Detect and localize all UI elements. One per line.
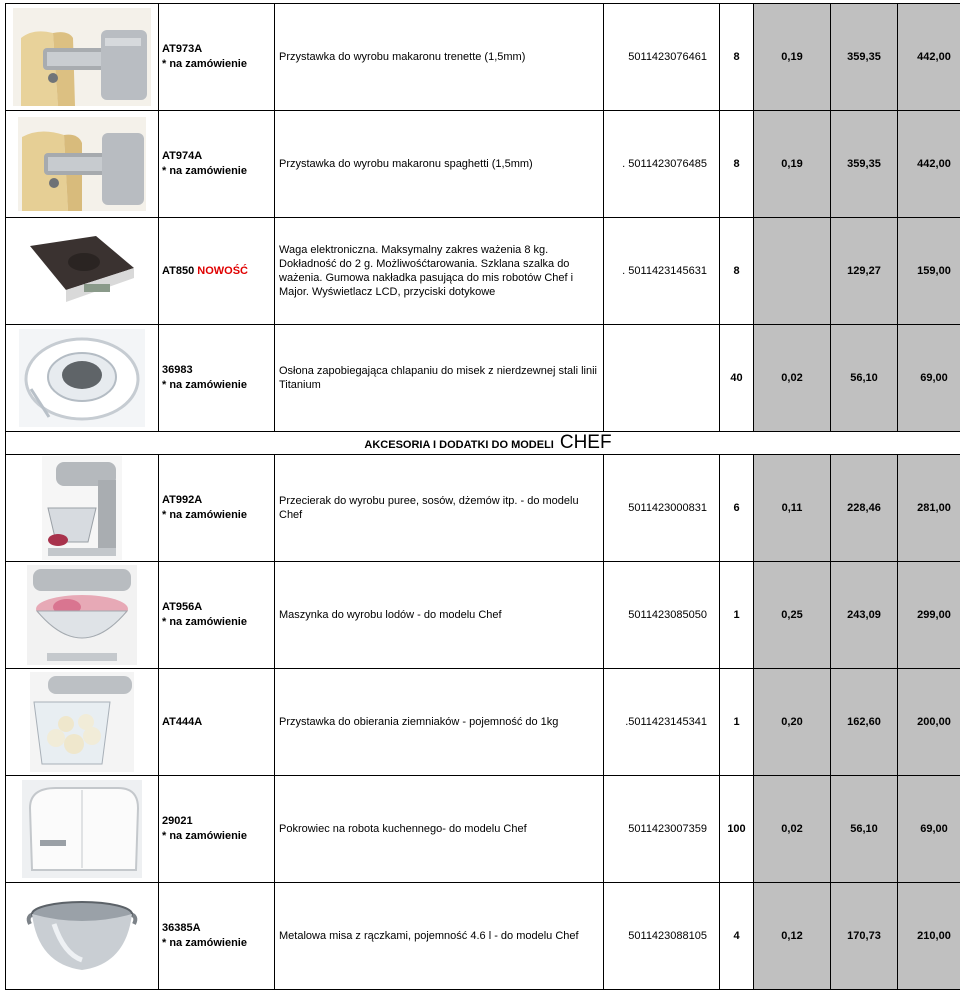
pack-quantity: 40 bbox=[720, 325, 754, 432]
gross-price: 69,00 bbox=[898, 776, 960, 883]
net-price: 243,09 bbox=[831, 562, 898, 669]
product-weight: 0,20 bbox=[754, 669, 831, 776]
product-ean: .5011423145341 bbox=[604, 669, 720, 776]
pasta-cutter-icon bbox=[18, 117, 146, 211]
section-model: CHEF bbox=[560, 432, 612, 453]
product-ean: 5011423088105 bbox=[604, 883, 720, 990]
pack-quantity: 1 bbox=[720, 669, 754, 776]
product-code: 29021 bbox=[162, 814, 274, 829]
table-row bbox=[6, 669, 960, 776]
product-weight: 0,25 bbox=[754, 562, 831, 669]
product-ean: 5011423007359 bbox=[604, 776, 720, 883]
sieve-attachment-icon bbox=[42, 456, 122, 560]
product-description: Metalowa misa z rączkami, pojemność 4.6 l - do modelu Chef bbox=[275, 883, 604, 990]
product-image-cell bbox=[6, 562, 159, 669]
product-code-cell bbox=[159, 325, 275, 432]
product-code-cell bbox=[159, 669, 275, 776]
pack-quantity: 100 bbox=[720, 776, 754, 883]
product-code-cell bbox=[159, 562, 275, 669]
product-ean: 5011423085050 bbox=[604, 562, 720, 669]
order-note: * na zamówienie bbox=[162, 164, 274, 179]
product-weight: 0,12 bbox=[754, 883, 831, 990]
gross-price: 210,00 bbox=[898, 883, 960, 990]
product-image-cell bbox=[6, 455, 159, 562]
product-image-cell bbox=[6, 669, 159, 776]
product-code: AT992A bbox=[162, 493, 274, 508]
pack-quantity: 8 bbox=[720, 218, 754, 325]
ice-cream-maker-icon bbox=[27, 565, 137, 665]
gross-price: 442,00 bbox=[898, 111, 960, 218]
gross-price: 69,00 bbox=[898, 325, 960, 432]
product-weight: 0,02 bbox=[754, 776, 831, 883]
section-header-row bbox=[6, 432, 960, 455]
order-note: * na zamówienie bbox=[162, 829, 274, 844]
product-weight: 0,02 bbox=[754, 325, 831, 432]
table-row bbox=[6, 111, 960, 218]
product-weight bbox=[754, 218, 831, 325]
product-description: Przecierak do wyrobu puree, sosów, dżemów itp. - do modelu Chef bbox=[275, 455, 604, 562]
product-code: 36385A bbox=[162, 921, 274, 936]
net-price: 162,60 bbox=[831, 669, 898, 776]
product-image-cell bbox=[6, 111, 159, 218]
order-note: * na zamówienie bbox=[162, 615, 274, 630]
new-badge: NOWOŚĆ bbox=[197, 265, 248, 277]
table-row bbox=[6, 218, 960, 325]
net-price: 56,10 bbox=[831, 776, 898, 883]
table-row bbox=[6, 776, 960, 883]
table-row bbox=[6, 562, 960, 669]
product-weight: 0,11 bbox=[754, 455, 831, 562]
product-description: Osłona zapobiegająca chlapaniu do misek z nierdzewnej stali linii Titanium bbox=[275, 325, 604, 432]
product-code: AT974A bbox=[162, 149, 274, 164]
product-table bbox=[5, 3, 960, 990]
table-row bbox=[6, 883, 960, 990]
table-row bbox=[6, 325, 960, 432]
gross-price: 281,00 bbox=[898, 455, 960, 562]
product-description: Waga elektroniczna. Maksymalny zakres ważenia 8 kg. Dokładność do 2 g. Możliwośćtarowania. Szklana szalka do ważenia. Gumowa nakładka pasująca do mis robotów Chef i Major. Wyświetlacz LCD, przyciski dotykowe bbox=[275, 218, 604, 325]
gross-price: 299,00 bbox=[898, 562, 960, 669]
product-ean bbox=[604, 325, 720, 432]
product-description: Przystawka do obierania ziemniaków - pojemność do 1kg bbox=[275, 669, 604, 776]
order-note: * na zamówienie bbox=[162, 378, 274, 393]
product-code: AT973A bbox=[162, 42, 274, 57]
product-ean: 5011423000831 bbox=[604, 455, 720, 562]
product-image-cell bbox=[6, 4, 159, 111]
product-weight: 0,19 bbox=[754, 111, 831, 218]
order-note: * na zamówienie bbox=[162, 936, 274, 951]
kitchen-scale-icon bbox=[26, 228, 138, 314]
product-image-cell bbox=[6, 883, 159, 990]
net-price: 359,35 bbox=[831, 4, 898, 111]
dust-cover-icon bbox=[22, 780, 142, 878]
product-weight: 0,19 bbox=[754, 4, 831, 111]
net-price: 170,73 bbox=[831, 883, 898, 990]
product-description: Przystawka do wyrobu makaronu spaghetti (1,5mm) bbox=[275, 111, 604, 218]
product-code: 36983 bbox=[162, 363, 274, 378]
net-price: 228,46 bbox=[831, 455, 898, 562]
product-description: Maszynka do wyrobu lodów - do modelu Chef bbox=[275, 562, 604, 669]
table-row bbox=[6, 4, 960, 111]
product-code-cell bbox=[159, 455, 275, 562]
product-image-cell bbox=[6, 325, 159, 432]
net-price: 359,35 bbox=[831, 111, 898, 218]
product-code-cell bbox=[159, 883, 275, 990]
gross-price: 159,00 bbox=[898, 218, 960, 325]
product-code-cell bbox=[159, 4, 275, 111]
pack-quantity: 4 bbox=[720, 883, 754, 990]
product-ean: . 5011423076485 bbox=[604, 111, 720, 218]
pack-quantity: 8 bbox=[720, 4, 754, 111]
section-header bbox=[6, 432, 960, 455]
pack-quantity: 8 bbox=[720, 111, 754, 218]
product-code-cell bbox=[159, 111, 275, 218]
potato-peeler-icon bbox=[30, 672, 134, 772]
product-description: Przystawka do wyrobu makaronu trenette (1,5mm) bbox=[275, 4, 604, 111]
product-code-cell bbox=[159, 218, 275, 325]
table-row bbox=[6, 455, 960, 562]
product-image-cell bbox=[6, 218, 159, 325]
order-note: * na zamówienie bbox=[162, 57, 274, 72]
splash-guard-icon bbox=[19, 329, 145, 427]
section-title: AKCESORIA I DODATKI DO MODELI bbox=[364, 439, 553, 451]
product-ean: 5011423076461 bbox=[604, 4, 720, 111]
gross-price: 200,00 bbox=[898, 669, 960, 776]
pack-quantity: 6 bbox=[720, 455, 754, 562]
pasta-roller-icon bbox=[13, 8, 151, 106]
product-image-cell bbox=[6, 776, 159, 883]
order-note: * na zamówienie bbox=[162, 508, 274, 523]
product-code: AT444A bbox=[162, 715, 274, 730]
product-code: AT956A bbox=[162, 600, 274, 615]
product-description: Pokrowiec na robota kuchennego- do modelu Chef bbox=[275, 776, 604, 883]
steel-bowl-icon bbox=[24, 894, 140, 978]
gross-price: 442,00 bbox=[898, 4, 960, 111]
net-price: 56,10 bbox=[831, 325, 898, 432]
product-ean: . 5011423145631 bbox=[604, 218, 720, 325]
pack-quantity: 1 bbox=[720, 562, 754, 669]
net-price: 129,27 bbox=[831, 218, 898, 325]
product-code: AT850 bbox=[162, 265, 194, 277]
product-code-cell bbox=[159, 776, 275, 883]
